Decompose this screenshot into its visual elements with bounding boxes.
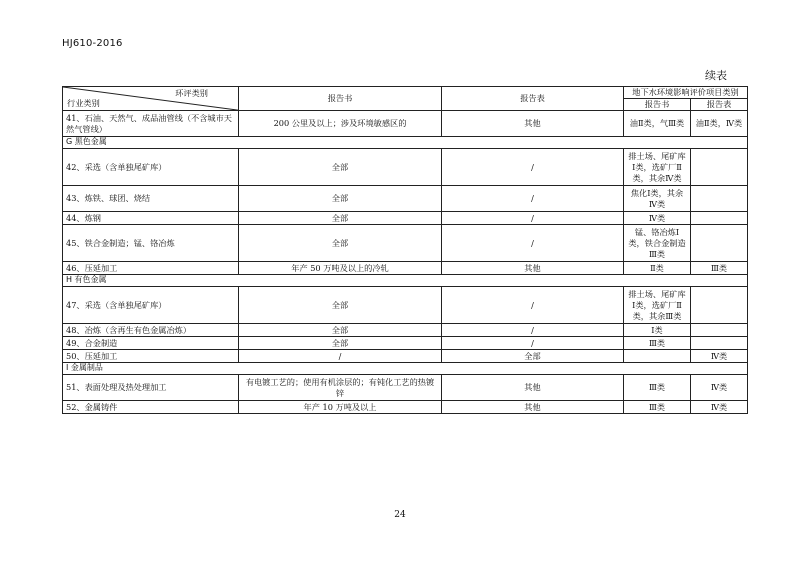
section-row bbox=[63, 363, 748, 375]
table-row bbox=[63, 262, 748, 275]
report-form-cell: 其他 bbox=[442, 262, 624, 275]
diagonal-header-cell bbox=[63, 87, 239, 111]
report-form-cell: / bbox=[442, 324, 624, 337]
section-title: I 金属制品 bbox=[63, 363, 748, 375]
gw-report-form-cell bbox=[691, 287, 748, 324]
report-form-cell: / bbox=[442, 186, 624, 212]
report-cell: 全部 bbox=[239, 149, 442, 186]
industry-cell: 47、采选（含单独尾矿库） bbox=[63, 287, 239, 324]
table-row bbox=[63, 111, 748, 137]
document-code: HJ610-2016 bbox=[62, 38, 123, 49]
gw-report-form-cell: Ⅳ类 bbox=[691, 350, 748, 363]
gw-report-cell: Ⅲ类 bbox=[624, 401, 691, 414]
industry-cell: 50、压延加工 bbox=[63, 350, 239, 363]
report-cell: 有电镀工艺的；使用有机涂层的；有钝化工艺的热镀锌 bbox=[239, 375, 442, 401]
gw-report-cell: Ⅰ类 bbox=[624, 324, 691, 337]
industry-cell: 41、石油、天然气、成品油管线（不含城市天然气管线） bbox=[63, 111, 239, 137]
industry-cell: 48、冶炼（含再生有色金属冶炼） bbox=[63, 324, 239, 337]
report-form-cell: 其他 bbox=[442, 375, 624, 401]
report-cell: 全部 bbox=[239, 287, 442, 324]
gw-report-form-cell: Ⅲ类 bbox=[691, 262, 748, 275]
report-form-cell: 其他 bbox=[442, 111, 624, 137]
col-header-report-form: 报告表 bbox=[442, 87, 624, 111]
gw-report-cell: Ⅲ类 bbox=[624, 375, 691, 401]
gw-report-cell bbox=[624, 350, 691, 363]
table-row bbox=[63, 287, 748, 324]
report-cell: 200 公里及以上；涉及环境敏感区的 bbox=[239, 111, 442, 137]
gw-report-cell: 锰、铬冶炼Ⅰ类，铁合金制造Ⅲ类 bbox=[624, 225, 691, 262]
industry-cell: 49、合金制造 bbox=[63, 337, 239, 350]
section-row bbox=[63, 137, 748, 149]
gw-report-cell: 排土场、尾矿库Ⅰ类，选矿厂Ⅱ类，其余Ⅳ类 bbox=[624, 149, 691, 186]
gw-report-cell: 焦化Ⅰ类，其余Ⅳ类 bbox=[624, 186, 691, 212]
industry-cell: 46、压延加工 bbox=[63, 262, 239, 275]
report-cell: 全部 bbox=[239, 212, 442, 225]
col-header-gw-group: 地下水环境影响评价项目类别 bbox=[624, 87, 748, 99]
gw-report-form-cell bbox=[691, 225, 748, 262]
table-row bbox=[63, 186, 748, 212]
continued-label: 续表 bbox=[705, 69, 727, 82]
report-cell: 全部 bbox=[239, 324, 442, 337]
industry-cell: 51、表面处理及热处理加工 bbox=[63, 375, 239, 401]
table-row bbox=[63, 375, 748, 401]
section-title: H 有色金属 bbox=[63, 275, 748, 287]
table-row bbox=[63, 149, 748, 186]
table-row bbox=[63, 337, 748, 350]
report-cell: 年产 10 万吨及以上 bbox=[239, 401, 442, 414]
industry-cell: 44、炼钢 bbox=[63, 212, 239, 225]
classification-table bbox=[62, 86, 748, 414]
table-row bbox=[63, 401, 748, 414]
gw-report-form-cell: Ⅳ类 bbox=[691, 401, 748, 414]
industry-cell: 45、铁合金制造；锰、铬冶炼 bbox=[63, 225, 239, 262]
industry-category-label: 行业类别 bbox=[67, 98, 100, 109]
col-header-gw-report-form: 报告表 bbox=[691, 99, 748, 111]
table-row bbox=[63, 350, 748, 363]
report-form-cell: / bbox=[442, 212, 624, 225]
gw-report-cell: Ⅲ类 bbox=[624, 337, 691, 350]
gw-report-form-cell: 油Ⅱ类，Ⅳ类 bbox=[691, 111, 748, 137]
report-cell: 全部 bbox=[239, 186, 442, 212]
gw-report-form-cell bbox=[691, 324, 748, 337]
report-cell: 全部 bbox=[239, 225, 442, 262]
gw-report-form-cell bbox=[691, 186, 748, 212]
gw-report-cell: Ⅳ类 bbox=[624, 212, 691, 225]
report-cell: / bbox=[239, 350, 442, 363]
gw-report-form-cell bbox=[691, 212, 748, 225]
gw-report-cell: 排土场、尾矿库Ⅰ类，选矿厂Ⅱ类，其余Ⅲ类 bbox=[624, 287, 691, 324]
report-form-cell: 其他 bbox=[442, 401, 624, 414]
table-row bbox=[63, 212, 748, 225]
report-form-cell: / bbox=[442, 337, 624, 350]
env-category-label: 环评类别 bbox=[175, 88, 208, 98]
industry-cell: 43、炼铁、球团、烧结 bbox=[63, 186, 239, 212]
section-row bbox=[63, 275, 748, 287]
gw-report-form-cell bbox=[691, 149, 748, 186]
table-row bbox=[63, 225, 748, 262]
report-cell: 年产 50 万吨及以上的冷轧 bbox=[239, 262, 442, 275]
section-title: G 黑色金属 bbox=[63, 137, 748, 149]
industry-cell: 42、采选（含单独尾矿库） bbox=[63, 149, 239, 186]
table-row bbox=[63, 324, 748, 337]
report-form-cell: / bbox=[442, 287, 624, 324]
report-form-cell: / bbox=[442, 225, 624, 262]
report-form-cell: 全部 bbox=[442, 350, 624, 363]
gw-report-cell: Ⅱ类 bbox=[624, 262, 691, 275]
col-header-report: 报告书 bbox=[239, 87, 442, 111]
industry-cell: 52、金属铸件 bbox=[63, 401, 239, 414]
gw-report-form-cell: Ⅳ类 bbox=[691, 375, 748, 401]
report-form-cell: / bbox=[442, 149, 624, 186]
page-number: 24 bbox=[394, 510, 406, 520]
gw-report-form-cell bbox=[691, 337, 748, 350]
gw-report-cell: 油Ⅱ类，气Ⅲ类 bbox=[624, 111, 691, 137]
report-cell: 全部 bbox=[239, 337, 442, 350]
col-header-gw-report: 报告书 bbox=[624, 99, 691, 111]
